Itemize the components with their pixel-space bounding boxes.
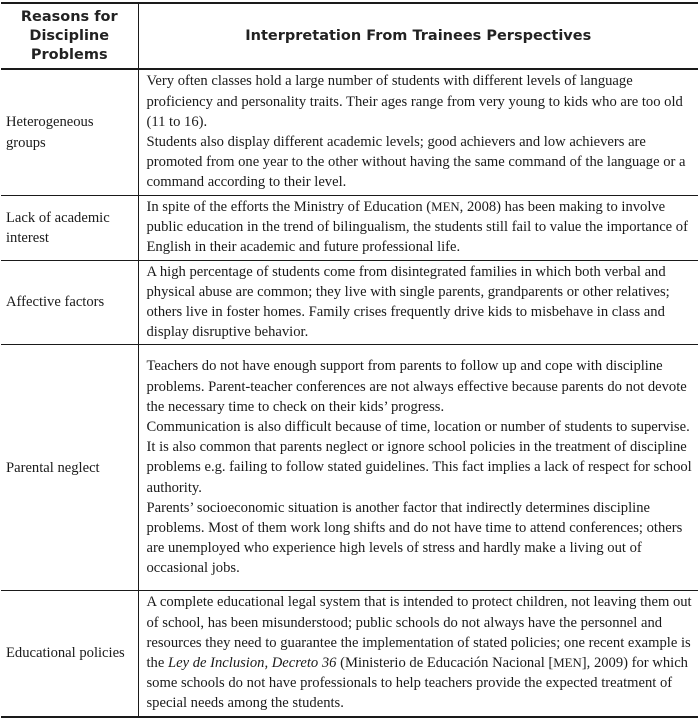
discipline-problems-table <box>1 2 698 718</box>
interpretation-cell <box>138 345 698 591</box>
reason-cell: Heterogeneous groups <box>1 69 138 196</box>
interpretation-cell <box>138 196 698 261</box>
reason-cell: Affective factors <box>1 260 138 345</box>
abbreviation: MEN <box>431 200 460 214</box>
text: A complete educational legal system that is intended to protect children, not leaving them out of school, has been misunderstood; public schools do not always have the personnel and resources they need to guarantee the implementation of stated policies; one recent example is the <box>146 594 692 672</box>
reason-cell: Parental neglect <box>1 345 138 591</box>
paragraph: Students also display different academic levels; good achievers and low achievers are promoted from one year to the other without having the same command of the language or a command according to their level. <box>146 134 686 191</box>
table-row <box>1 69 698 196</box>
abbreviation: MEN <box>553 656 582 671</box>
text: , 2008) has been making to involve public education in the trend of bilingualism, the students still fail to value the importance of English in their academic and future professional life. <box>146 199 688 256</box>
paragraph: A high percentage of students come from disintegrated families in which both verbal and physical abuse are common; they live with single parents, grandparents or other relatives; others live in foster homes. Family crises frequently drive kids to misbehave in class and display disruptive behavior. <box>146 263 670 341</box>
reason-cell: Lack of academic interest <box>1 196 138 261</box>
text: In spite of the efforts the Ministry of Education ( <box>146 199 432 215</box>
text: ], 2009) for which some schools do not have professionals to help teachers provide the expected treatment of special needs among the students. <box>146 655 688 712</box>
interpretation-cell <box>138 591 698 717</box>
table-row <box>1 591 698 717</box>
reason-cell: Educational policies <box>1 591 138 717</box>
italic-title: Ley de Inclusion, Decreto 36 <box>167 655 337 672</box>
interpretation-cell <box>138 69 698 196</box>
interpretation-cell <box>138 260 698 345</box>
table-row <box>1 196 698 261</box>
table-header-row <box>1 3 698 69</box>
paragraph: Communication is also difficult because of time, location or number of students to supervise. <box>146 418 690 435</box>
table-row <box>1 260 698 345</box>
paragraph: Parents’ socioeconomic situation is another factor that indirectly determines discipline problems. Most of them work long shifts and do not have time to attend conferences; others are unemployed who experience high levels of stress and hardly make a living out of occasional jobs. <box>146 499 683 577</box>
header-reasons: Reasons for Discipline Problems <box>1 3 138 69</box>
paragraph: Teachers do not have enough support from parents to follow up and cope with discipline problems. Parent-teacher conferences are not always effective because parents do not devote the necessary time to check on their kids’ progress. <box>146 358 687 415</box>
table-row <box>1 345 698 591</box>
header-interpretation: Interpretation From Trainees Perspectives <box>138 3 698 69</box>
text: (Ministerio de Educación Nacional [ <box>336 655 554 672</box>
paragraph: It is also common that parents neglect or ignore school policies in the treatment of discipline problems e.g. failing to follow stated guidelines. This fact implies a lack of respect for school authority. <box>146 439 692 496</box>
paragraph: Very often classes hold a large number of students with different levels of language proficiency and personality traits. Their ages range from very young to kids who are too old (11 to 16). <box>146 73 683 130</box>
